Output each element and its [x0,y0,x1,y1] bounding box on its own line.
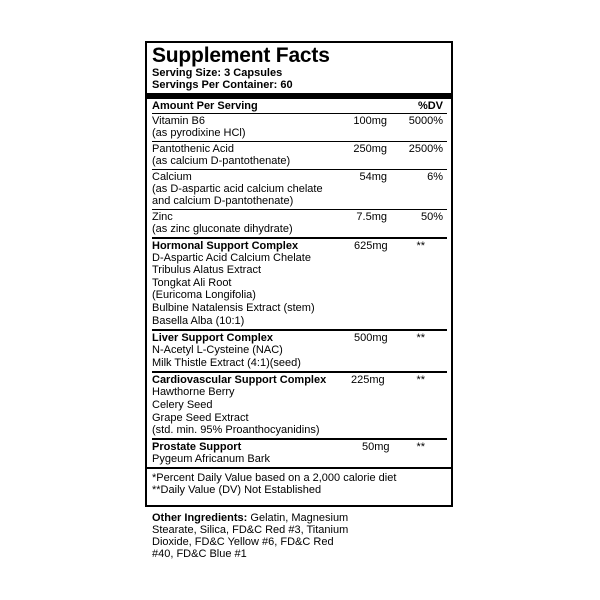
blend-amount: 625mg [354,240,388,252]
nutrient-amount: 100mg [353,115,387,127]
blend-name: Liver Support Complex [152,332,274,344]
blend-amount: 50mg [362,441,390,453]
serving-size: Serving Size: 3 Capsules [152,67,283,79]
other-ingredients-line: Gelatin, Magnesium [247,512,349,524]
blend-dv: ** [416,240,425,252]
nutrient-row [152,113,447,141]
nutrient-amount: 250mg [353,143,387,155]
blend-item: N-Acetyl L-Cysteine (NAC) [152,344,283,356]
blend-item: (std. min. 95% Proanthocyanidins) [152,424,320,436]
blend-amount: 500mg [354,332,388,344]
blend-item: Basella Alba (10:1) [152,315,245,327]
blend-item: Grape Seed Extract [152,412,249,424]
panel-title: Supplement Facts [152,44,330,67]
nutrient-detail: and calcium D-pantothenate) [152,195,294,207]
other-ingredients-line: Stearate, Silica, FD&C Red #3, Titanium [152,524,349,536]
supplement-facts-panel [145,41,453,507]
other-ingredients-line: Dioxide, FD&C Yellow #6, FD&C Red [152,536,334,548]
blend-dv: ** [416,374,425,386]
nutrient-amount: 54mg [359,171,387,183]
blend-row-cardiovascular [152,371,447,438]
blend-name: Cardiovascular Support Complex [152,374,327,386]
blend-item: Bulbine Natalensis Extract (stem) [152,302,315,314]
nutrient-name: Zinc [152,211,173,223]
amount-per-serving-label: Amount Per Serving [152,100,258,112]
nutrient-dv: 5000% [408,115,443,127]
blend-dv: ** [416,332,425,344]
blend-item: Celery Seed [152,399,213,411]
blend-item: (Euricoma Longifolia) [152,289,256,301]
blend-item: Hawthorne Berry [152,386,235,398]
nutrient-name: Pantothenic Acid [152,143,234,155]
blend-row-prostate [152,438,447,467]
blend-dv: ** [416,441,425,453]
nutrient-row [152,209,447,237]
nutrient-name: Calcium [152,171,192,183]
blend-item: D-Aspartic Acid Calcium Chelate [152,252,311,264]
nutrient-row [152,141,447,169]
nutrient-amount: 7.5mg [356,211,387,223]
other-ingredients-label: Other Ingredients: [152,512,248,524]
servings-per-container: Servings Per Container: 60 [152,79,293,91]
blend-item: Milk Thistle Extract (4:1)(seed) [152,357,301,369]
blend-name: Prostate Support [152,441,242,453]
dv-header: %DV [417,100,443,112]
other-ingredients [152,512,392,560]
nutrient-detail: (as calcium D-pantothenate) [152,155,291,167]
blend-item: Tribulus Alatus Extract [152,264,262,276]
nutrient-detail: (as zinc gluconate dihydrate) [152,223,293,235]
nutrient-detail: (as D-aspartic acid calcium chelate [152,183,323,195]
blend-item: Pygeum Africanum Bark [152,453,270,465]
blend-name: Hormonal Support Complex [152,240,299,252]
footnote-not-established: **Daily Value (DV) Not Established [152,484,322,496]
blend-item: Tongkat Ali Root [152,277,232,289]
nutrient-dv: 50% [420,211,443,223]
nutrient-dv: 6% [427,171,443,183]
other-ingredients-line: #40, FD&C Blue #1 [152,548,247,560]
footnote-dv: *Percent Daily Value based on a 2,000 calorie diet [152,472,397,484]
nutrient-detail: (as pyrodixine HCl) [152,127,246,139]
column-header [152,99,447,113]
nutrient-dv: 2500% [408,143,443,155]
nutrient-name: Vitamin B6 [152,115,205,127]
blend-row-liver [152,329,447,371]
footnotes [147,467,451,496]
blend-amount: 225mg [351,374,385,386]
nutrient-row [152,169,447,209]
blend-row-hormonal [152,237,447,329]
